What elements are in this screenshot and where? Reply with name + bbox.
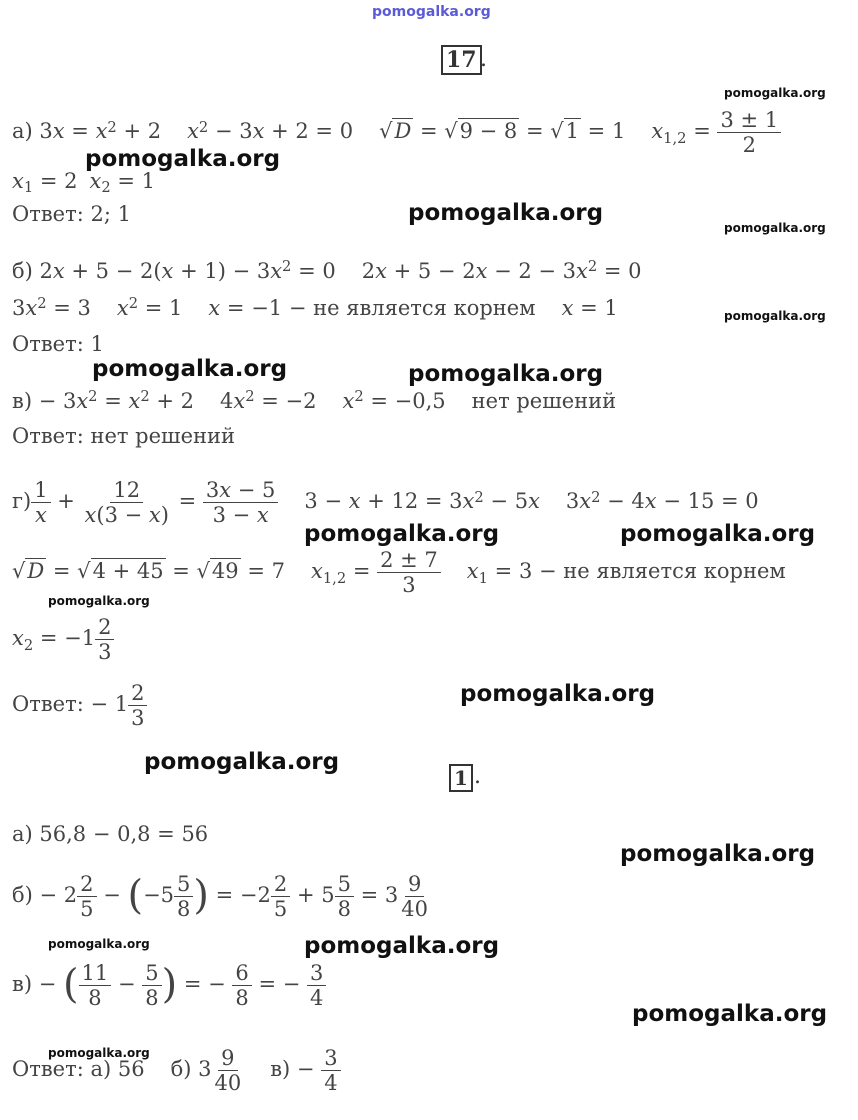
answer-label: Ответ: [12, 332, 84, 356]
answer-label: Ответ: [12, 202, 84, 226]
watermark: pomogalka.org [620, 521, 816, 547]
watermark: pomogalka.org [48, 1046, 150, 1060]
watermark: pomogalka.org [620, 841, 816, 867]
watermark: pomogalka.org [85, 146, 281, 172]
item-label-v: в) [12, 389, 33, 413]
watermark: pomogalka.org [144, 749, 340, 775]
answer-value: нет решений [90, 424, 235, 448]
task-number-dot: . [480, 47, 487, 72]
problem-17a-roots: $x_1 = 2$ $x_2 = 1$ [12, 169, 156, 197]
item-label-v: в) [12, 972, 33, 997]
watermark: pomogalka.org [48, 937, 150, 951]
item-label-a: а) [12, 119, 33, 144]
problem-17b-solution: $3x^2 = 3$ $x^2 = 1$ x = −1 − не является корнем x = 1 [12, 295, 618, 320]
watermark: pomogalka.org [304, 933, 500, 959]
watermark: pomogalka.org [304, 521, 500, 547]
watermark: pomogalka.org [632, 1001, 828, 1027]
task-number-1: 1 [449, 764, 473, 792]
item-label-a: а) [12, 822, 33, 846]
answer-label: Ответ: [12, 1057, 84, 1082]
watermark: pomogalka.org [724, 86, 826, 100]
watermark: pomogalka.org [724, 221, 826, 235]
watermark: pomogalka.org [48, 594, 150, 608]
answer-label: Ответ: [12, 424, 84, 448]
problem-17g-root: $x_2 = -1$ $\frac{2}{3}$ [12, 615, 114, 664]
problem-1v: в) − ( $\frac{11}{8}$ − $\frac{5}{8}$ ) = − $\frac{6}{8}$ = − $\frac{3}{4}$ [12, 961, 326, 1010]
problem-17b-equation: б) $2x + 5 - 2(x + 1) - 3x^2 = 0$ $2x + 5 - 2x - 2 - 3x^2 = 0$ [12, 258, 642, 283]
answer-label: Ответ: [12, 692, 84, 717]
problem-17v-equation: $в) - 3x^2 = x^2 + 2$ $4x^2 = -2$ $x^2 = -0,5$ нет решений [12, 388, 617, 413]
not-root-text: не является корнем [313, 296, 536, 320]
problem-17a-equation: а) $3x = x^2 + 2$ $x^2 - 3x + 2 = 0$ √D = √9 − 8 = √1 = 1 $x_{1,2}$ = $\frac{3 \pm 1}{2}$ [12, 108, 781, 157]
watermark: pomogalka.org [460, 681, 656, 707]
not-root-text: не является корнем [563, 559, 786, 584]
answer-value: 1 [90, 332, 104, 356]
ans-label-v: в) [270, 1057, 291, 1082]
item-label-b: б) [12, 883, 33, 908]
problem-17v-answer [12, 426, 235, 447]
watermark: pomogalka.org [408, 361, 604, 387]
watermark: pomogalka.org [724, 309, 826, 323]
item-label-g: г) [12, 489, 32, 514]
problem-1a: а) 56,8 − 0,8 = 56 [12, 822, 209, 846]
problem-1b: б) − 2 $\frac{2}{5}$ − (−5 $\frac{5}{8}$ ) = −2 $\frac{2}{5}$ + 5 $\frac{5}{8}$ = 3 $\frac{9}{40}$ [12, 872, 428, 922]
problem-17g-equation: г) $\frac{1}{x}$ + $\frac{12}{x(3 - x)}$ = $\frac{3x - 5}{3 - x}$ $3 - x + 12 = 3x^2 - 5x$ $3x^2 - 4x - 15 = 0$ [12, 478, 759, 528]
problem-1-answer: Ответ: а) 56 б) 3 $\frac{9}{40}$ в) − $\frac{3}{4}$ [12, 1046, 341, 1095]
item-label-b: б) [12, 259, 33, 283]
problem-17a-answer [12, 204, 131, 225]
no-solutions-text: нет решений [471, 389, 617, 413]
watermark: pomogalka.org [372, 4, 491, 20]
watermark: pomogalka.org [408, 200, 604, 226]
answer-value: 2; 1 [90, 202, 131, 226]
problem-17g-answer: Ответ: − 1 $\frac{2}{3}$ [12, 681, 147, 730]
watermark: pomogalka.org [92, 356, 288, 382]
ans-label-b: б) [170, 1057, 192, 1082]
task-number-dot: . [474, 764, 481, 789]
ans-label-a: а) [90, 1057, 112, 1082]
problem-17g-discriminant: √D = √4 + 45 = √49 = 7 $x_{1,2}$ = $\frac{2 \pm 7}{3}$ $x_1 = 3$ − не является корнем [12, 548, 786, 598]
task-number-17: 17 [441, 45, 482, 75]
problem-17b-answer [12, 334, 104, 355]
